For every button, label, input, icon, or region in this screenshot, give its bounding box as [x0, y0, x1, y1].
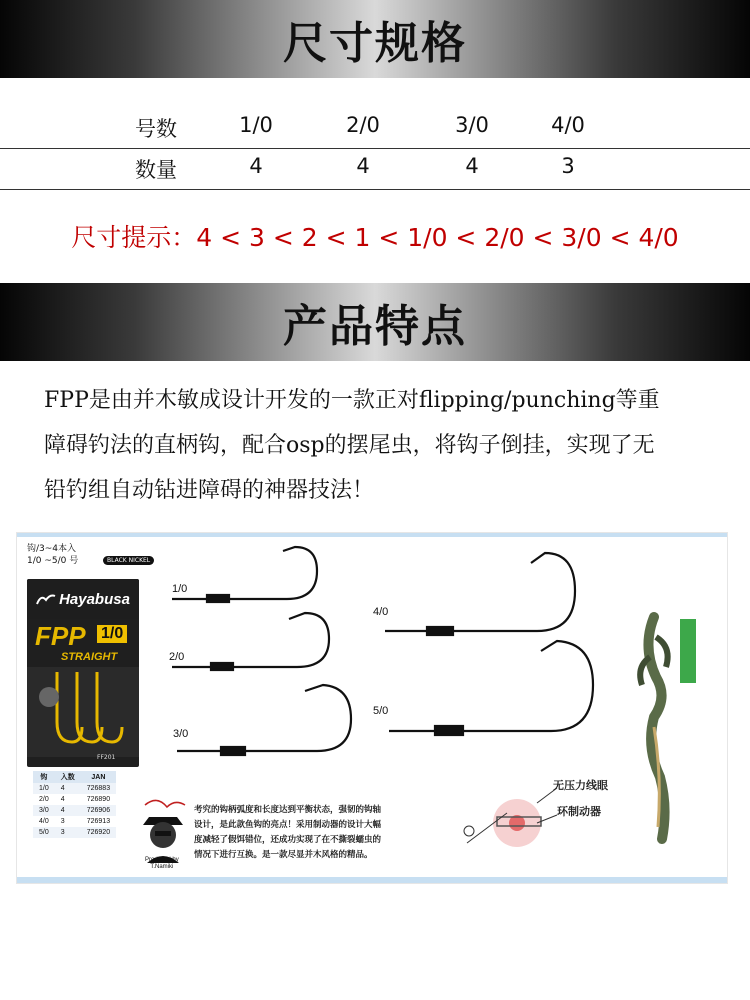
- size-row-label: 号数: [135, 117, 177, 141]
- table-cell: 726883: [81, 783, 116, 794]
- pack-count: 钩/3~4本入: [27, 544, 77, 554]
- product-description: [44, 378, 714, 513]
- table-cell: 2/0: [39, 796, 49, 803]
- quantity-row: [0, 147, 750, 190]
- green-tag: [680, 619, 696, 683]
- table-cell: 726890: [86, 796, 111, 803]
- produced-by-line: Produced by: [145, 857, 179, 863]
- produced-by: [145, 857, 179, 871]
- table-cell: 4: [55, 783, 81, 794]
- table-cell: 3: [60, 818, 65, 825]
- hook-label: 2/0: [169, 651, 185, 663]
- soft-bait-photo: [632, 607, 692, 847]
- hook-label: 3/0: [173, 728, 189, 740]
- note-line: 考究的钩柄弧度和长度达到平衡状态，强韧的钩轴: [194, 805, 382, 815]
- note-line: 度减轻了假饵错位，还成功实现了在不撕裂蠕虫的: [194, 835, 382, 845]
- pack-code: FF201: [97, 754, 116, 761]
- hook-label: 4/0: [373, 606, 389, 618]
- size-hint: 尺寸提示：4 < 3 < 2 < 1 < 1/0 < 2/0 < 3/0 < 4/0: [71, 223, 679, 252]
- quantity-cell: 4: [249, 154, 263, 178]
- brand-name: Hayabusa: [59, 590, 130, 608]
- table-cell: 3/0: [33, 805, 55, 816]
- note-line: 设计，是此款鱼钩的亮点！采用制动器的设计大幅: [194, 820, 382, 830]
- features-banner-title: 产品特点: [283, 301, 467, 352]
- size-cell: 2/0: [346, 113, 380, 137]
- table-cell: 726906: [81, 805, 116, 816]
- table-cell: 5/0: [33, 827, 55, 838]
- eye-callout: 无压力线眼: [553, 779, 608, 792]
- table-cell: 3: [55, 827, 81, 838]
- produced-by-name: T.Namiki: [150, 864, 174, 870]
- pack-size: 1/0: [97, 625, 127, 643]
- size-cell: 4/0: [551, 113, 585, 137]
- table-cell: 4: [60, 796, 65, 803]
- table-header: JAN: [81, 771, 116, 783]
- brake-callout: 环制动器: [557, 805, 601, 818]
- pack-subtitle: STRAIGHT: [61, 651, 118, 663]
- product-note: [194, 803, 439, 863]
- table-cell: 4/0: [39, 818, 49, 825]
- table-cell: 726913: [86, 818, 111, 825]
- pack-title: FPP: [35, 621, 86, 651]
- table-cell: 726920: [81, 827, 116, 838]
- hook-label: 1/0: [172, 583, 188, 595]
- size-cell: 1/0: [239, 113, 273, 137]
- description-line: 铅钓组自动钻进障碍的神器技法！: [44, 478, 375, 503]
- note-line: 情况下进行互换。是一款尽显并木风格的精品。: [194, 850, 373, 860]
- size-row: [0, 106, 750, 149]
- finish-badge: BLACK NICKEL: [103, 556, 154, 565]
- features-banner: [0, 283, 750, 361]
- table-header: 入数: [55, 771, 81, 783]
- quantity-cell: 3: [561, 154, 575, 178]
- size-cell: 3/0: [455, 113, 489, 137]
- spec-banner: [0, 0, 750, 78]
- product-image: [16, 532, 728, 884]
- quantity-row-label: 数量: [135, 158, 177, 182]
- description-line: 障碍钓法的直柄钩，配合osp的摆尾虫，将钩子倒挂，实现了无: [44, 433, 655, 458]
- description-line: FPP是由并木敏成设计开发的一款正对flipping/punching等重: [44, 388, 660, 413]
- table-header: 钩: [33, 771, 55, 783]
- quantity-cell: 4: [465, 154, 479, 178]
- table-cell: 1/0: [33, 783, 55, 794]
- quantity-cell: 4: [356, 154, 370, 178]
- spec-banner-title: 尺寸规格: [283, 18, 467, 69]
- pack-size-range: 1/0 ~5/0 号: [27, 556, 79, 566]
- table-cell: 4: [55, 805, 81, 816]
- hook-label: 5/0: [373, 705, 389, 717]
